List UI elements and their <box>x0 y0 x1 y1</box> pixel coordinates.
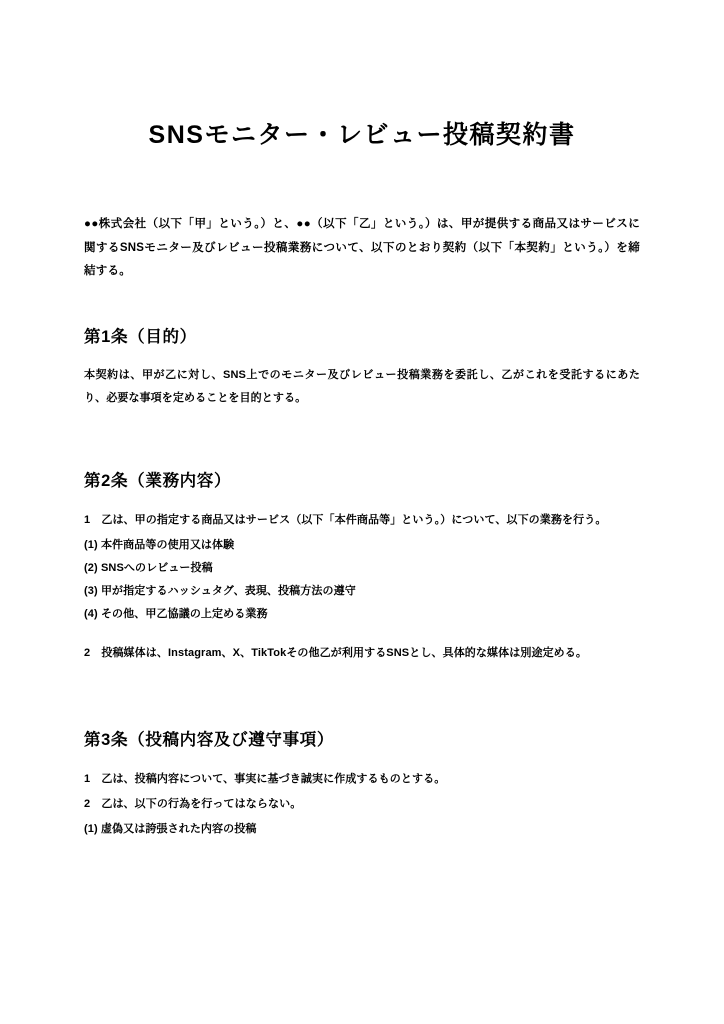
article-heading-3: 第3条（投稿内容及び遵守事項） <box>84 731 335 750</box>
list-item: (3) 甲が指定するハッシュタグ、表現、投稿方法の遵守 <box>84 584 356 597</box>
article-section-2 <box>84 468 640 665</box>
list-item: (1) 本件商品等の使用又は体験 <box>84 538 235 551</box>
article-section-1 <box>84 324 640 411</box>
article-paragraph: 1 乙は、投稿内容について、事実に基づき誠実に作成するものとする。 <box>84 772 446 785</box>
article-paragraph: 2 投稿媒体は、Instagram、X、TikTokその他乙が利用するSNSとし、具体的な媒体は別途定める。 <box>84 647 588 660</box>
page-title: SNSモニター・レビュー投稿契約書 <box>148 121 576 149</box>
article-section-3 <box>84 727 640 841</box>
article-heading-2: 第2条（業務内容） <box>84 472 232 491</box>
list-item: (1) 虚偽又は誇張された内容の投稿 <box>84 822 257 835</box>
article-paragraph: 本契約は、甲が乙に対し、SNS上でのモニター及びレビュー投稿業務を委託し、乙がこれを受託するにあたり、必要な事項を定めることを目的とする。 <box>84 369 640 405</box>
article-heading-1: 第1条（目的） <box>84 327 197 346</box>
article-item-list <box>84 534 640 626</box>
article-paragraph: 1 乙は、甲の指定する商品又はサービス（以下「本件商品等」という。）について、以下の業務を行う。 <box>84 513 607 526</box>
list-item: (4) その他、甲乙協議の上定める業務 <box>84 608 268 621</box>
list-item: (2) SNSへのレビュー投稿 <box>84 561 213 574</box>
article-paragraph: 2 乙は、以下の行為を行ってはならない。 <box>84 797 302 810</box>
preamble-paragraph: ●●株式会社（以下「甲」という。）と、●●（以下「乙」という。）は、甲が提供する商品又はサービスに関するSNSモニター及びレビュー投稿業務について、以下のとおり契約（以下「本契約」という。）を締結する。 <box>84 218 640 278</box>
article-item-list <box>84 818 640 841</box>
